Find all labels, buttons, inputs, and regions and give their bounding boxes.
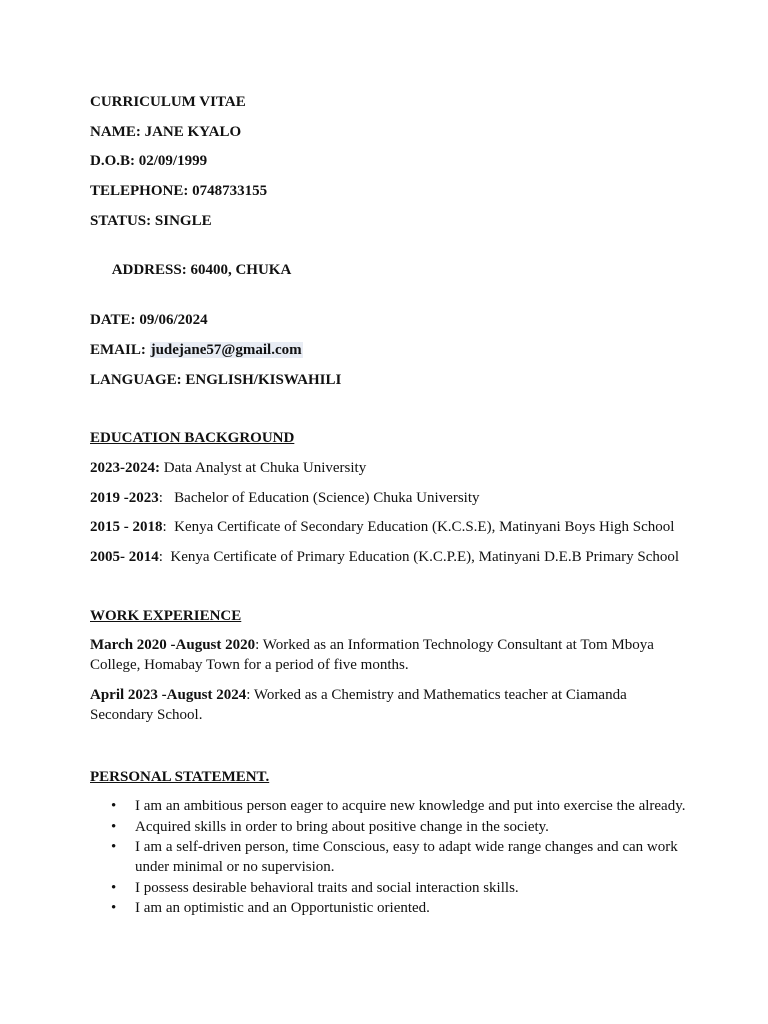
education-years: 2023-2024: (90, 459, 160, 476)
list-item (90, 837, 690, 877)
list-item (90, 796, 690, 816)
field-value: JANE KYALO (144, 123, 242, 140)
name-field (90, 122, 690, 142)
list-item-text: I am an ambitious person eager to acquire new knowledge and put into exercise the already. (135, 798, 686, 815)
education-entry (90, 458, 690, 478)
field-label: D.O.B: (90, 153, 135, 170)
section-gap (90, 577, 690, 606)
field-label: EMAIL: (90, 341, 146, 358)
telephone-field (90, 181, 690, 201)
work-period: March 2020 -August 2020 (90, 637, 256, 654)
education-text: : Kenya Certificate of Secondary Education (K.C.S.E), Matinyani Boys High School (162, 519, 675, 536)
field-value: 0748733155 (192, 183, 268, 200)
email-link[interactable]: judejane57@gmail.com (150, 341, 302, 358)
cv-content (90, 92, 690, 919)
field-value: SINGLE (154, 212, 212, 229)
work-heading: WORK EXPERIENCE (90, 607, 242, 624)
education-entry (90, 488, 690, 508)
education-years: 2019 -2023 (90, 489, 159, 506)
education-text: : Kenya Certificate of Primary Education (K.C.P.E), Matinyani D.E.B Primary School (158, 548, 680, 565)
education-text: Data Analyst at Chuka University (160, 459, 367, 476)
education-entry (90, 547, 690, 567)
date-field (90, 310, 690, 330)
field-label: LANGUAGE: (90, 371, 182, 388)
work-entry (90, 685, 690, 725)
work-entry (90, 635, 690, 675)
field-label: DATE: (90, 312, 136, 329)
section-gap (90, 399, 690, 428)
field-label: ADDRESS: (111, 262, 187, 279)
document-title: CURRICULUM VITAE (90, 94, 246, 110)
bullet-icon: • (111, 818, 117, 835)
education-entry (90, 517, 690, 537)
work-text: : Worked as a Chemistry and Mathematics teacher at Ciamanda Secondary School. (90, 687, 627, 723)
field-value: 60400, CHUKA (186, 262, 292, 279)
education-years: 2015 - 2018 (90, 519, 163, 536)
education-text: : Bachelor of Education (Science) Chuka University (158, 489, 480, 506)
work-text: : Worked as an Information Technology Consultant at Tom Mboya College, Homabay Town for a period of five months. (90, 637, 654, 674)
field-value: 09/06/2024 (139, 312, 208, 329)
field-label: STATUS: (90, 212, 152, 229)
bullet-icon: • (111, 900, 117, 917)
list-item-text: I possess desirable behavioral traits and social interaction skills. (135, 879, 519, 896)
email-field (90, 340, 690, 360)
education-years: 2005- 2014 (90, 548, 159, 565)
personal-statement-list (90, 796, 690, 918)
list-item (90, 898, 690, 918)
section-gap (90, 735, 690, 767)
status-field (90, 211, 690, 231)
field-value: 02/09/1999 (138, 153, 208, 170)
list-item-text: I am an optimistic and an Opportunistic oriented. (135, 900, 430, 917)
bullet-icon: • (111, 798, 117, 815)
list-item (90, 817, 690, 837)
list-item (90, 878, 690, 898)
address-field (90, 240, 690, 300)
field-label: NAME: (90, 123, 141, 140)
language-field (90, 370, 690, 390)
bullet-icon: • (111, 879, 117, 896)
personal-heading: PERSONAL STATEMENT. (90, 768, 270, 785)
field-value: ENGLISH/KISWAHILI (185, 371, 342, 388)
list-item-text: I am a self-driven person, time Conscious, easy to adapt wide range changes and can work under minimal or no supervision. (135, 839, 678, 876)
list-item-text: Acquired skills in order to bring about positive change in the society. (135, 818, 549, 835)
education-heading: EDUCATION BACKGROUND (90, 430, 295, 447)
field-label: TELEPHONE: (90, 183, 189, 200)
bullet-icon: • (111, 839, 117, 856)
dob-field (90, 151, 690, 171)
work-period: April 2023 -August 2024 (90, 687, 247, 703)
